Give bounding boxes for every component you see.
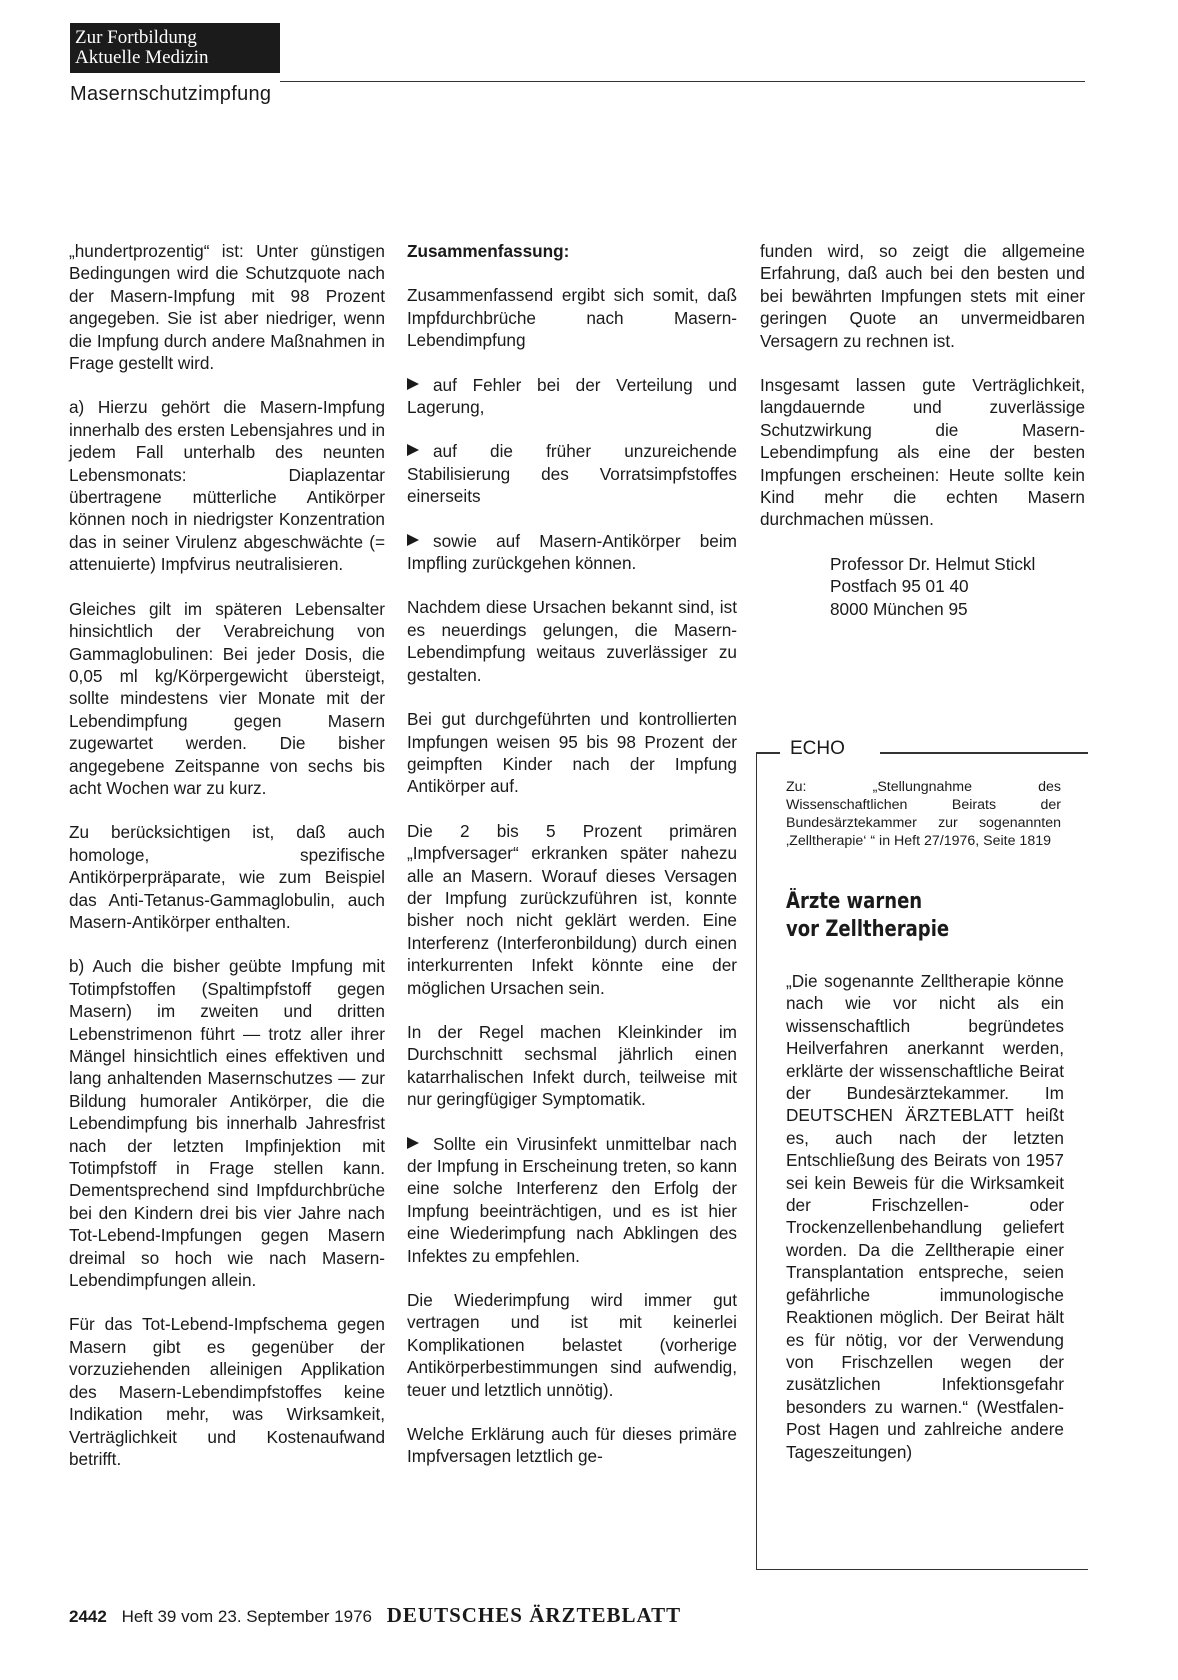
- bullet-text: auf Fehler bei der Verteilung und Lagerung,: [407, 374, 737, 418]
- echo-headline-line-2: vor Zelltherapie: [786, 917, 950, 942]
- author-signature: [830, 553, 1085, 620]
- bullet-text: auf die früher unzureichende Stabilisierung des Vorratsimpfstoffes einerseits: [407, 441, 737, 507]
- journal-name: DEUTSCHES ÄRZTEBLATT: [386, 1603, 682, 1627]
- summary-heading: Zusammenfassung:: [407, 241, 570, 261]
- header-rule: [280, 81, 1085, 82]
- echo-rule-left: [756, 752, 780, 754]
- paragraph: Nachdem diese Ursachen bekannt sind, ist es neuerdings gelungen, die Masern-Lebendimpfung weitaus zuverlässiger zu gestalten.: [407, 597, 737, 685]
- column-3: [760, 240, 1085, 620]
- paragraph: Die Wiederimpfung wird immer gut vertragen und ist mit keinerlei Komplikationen belastet (vorherige Antikörperbestimmungen sind aufwendig, teuer und letztlich unnötig).: [407, 1290, 737, 1400]
- paragraph: Zusammenfassend ergibt sich somit, daß Impfdurchbrüche nach Masern-Lebendimpfung: [407, 285, 737, 351]
- bullet-triangle-icon: [407, 444, 419, 456]
- paragraph: Zu berücksichtigen ist, daß auch homologe, spezifische Antikörperpräparate, wie zum Beispiel das Anti-Tetanus-Gammaglobulin, auch Masern-Antikörper enthalten.: [69, 822, 385, 932]
- echo-headline: [786, 888, 1024, 944]
- paragraph: Bei gut durchgeführten und kontrollierten Impfungen weisen 95 bis 98 Prozent der geimpften Kinder nach der Impfung Antikörper auf.: [407, 709, 737, 797]
- rubric-line-2: Aktuelle Medizin: [75, 47, 209, 68]
- paragraph: Für das Tot-Lebend-Impfschema gegen Masern gibt es gegenüber der vorzuziehenden alleinigen Applikation des Masern-Lebendimpfstoffes keine Indikation mehr, was Wirksamkeit, Verträglichkeit und Kostenaufwand betrifft.: [69, 1314, 385, 1469]
- echo-label: ECHO: [786, 738, 851, 760]
- rubric-box: [70, 23, 280, 73]
- paragraph: „hundertprozentig“ ist: Unter günstigen Bedingungen wird die Schutzquote nach der Masern-Impfung mit 98 Prozent angegeben. Sie ist aber niedriger, wenn die Impfung durch andere Maßnahmen in Frage gestellt wird.: [69, 241, 385, 374]
- paragraph: Insgesamt lassen gute Verträglichkeit, langdauernde und zuverlässige Schutzwirkung die Masern-Lebendimpfung als eine der besten Impfungen erscheinen: Heute sollte kein Kind mehr die echten Masern durchmachen müssen.: [760, 375, 1085, 530]
- bullet-triangle-icon: [407, 378, 419, 390]
- paragraph: Welche Erklärung auch für dieses primäre Impfversagen letztlich ge-: [407, 1424, 737, 1467]
- paragraph: funden wird, so zeigt die allgemeine Erfahrung, daß auch bei den besten und bei bewährten Impfungen stets mit einer geringen Quote an unvermeidbaren Versagern zu rechnen ist.: [760, 241, 1085, 351]
- bullet-triangle-icon: [407, 534, 419, 546]
- echo-rule-right: [880, 752, 1088, 754]
- echo-headline-line-1: Ärzte warnen: [786, 889, 923, 914]
- author-city: 8000 München 95: [830, 598, 968, 619]
- page-number: 2442: [69, 1607, 107, 1626]
- section-title: Masernschutzimpfung: [70, 83, 272, 105]
- paragraph: Gleiches gilt im späteren Lebensalter hinsichtlich der Verabreichung von Gammaglobulinen: Bei jeder Dosis, die 0,05 ml kg/Körpergewicht übersteigt, sollte mindestens vier Monate mit der Lebendimpfung gegen Masern zugewartet werden. Die bisher angegebene Zeitspanne von sechs bis acht Wochen war zu kurz.: [69, 598, 385, 798]
- column-2: [407, 240, 737, 1490]
- bullet-item: [407, 440, 737, 507]
- bullet-text: sowie auf Masern-Antikörper beim Impfling zurückgehen können.: [407, 530, 737, 574]
- bullet-item: [407, 1133, 737, 1267]
- bullet-item: [407, 530, 737, 575]
- issue-info: Heft 39 vom 23. September 1976: [121, 1607, 372, 1626]
- paragraph: Die 2 bis 5 Prozent primären „Impfversager“ erkranken später nahezu alle an Masern. Worauf dieses Versagen der Impfung zurückzuführen ist, konnte bisher noch nicht geklärt werden. Eine Interferenz (Interferonbildung) durch einen interkurrenten Infekt könnte eine der möglichen Ursachen sein.: [407, 820, 737, 998]
- echo-body: „Die sogenannte Zelltherapie könne nach wie vor nicht als ein wissenschaftlich begründetes Heilverfahren anerkannt werden, erklärte der wissenschaftliche Beirat der Bundesärztekammer. Im DEUTSCHEN ÄRZTEBLATT heißt es, auch nach der letzten Entschließung des Beirats von 1957 sei kein Beweis für die Wirksamkeit der Frischzellen- oder Trockenzellenbehandlung geliefert worden. Da die Zelltherapie einer Transplantation entspreche, seien gefährliche immunologische Reaktionen möglich. Der Beirat hält es für nötig, vor der Verwendung von Frischzellen wegen der zusätzlichen Infektionsgefahr besonders zu warnen.“ (Westfalen-Post Hagen und zahlreiche andere Tageszeitungen): [786, 971, 1064, 1462]
- bullet-item: [407, 374, 737, 419]
- page-footer: [69, 1603, 681, 1628]
- author-postfach: Postfach 95 01 40: [830, 576, 969, 597]
- paragraph: a) Hierzu gehört die Masern-Impfung innerhalb des ersten Lebensjahres und in jedem Fall unterhalb des neunten Lebensmonats: Diaplazentar übertragene mütterliche Antikörper können noch in niedrigster Konzentration das in seiner Virulenz abgeschwächte (= attenuierte) Impfvirus neutralisieren.: [69, 397, 385, 575]
- author-name: Professor Dr. Helmut Stickl: [830, 553, 1036, 574]
- echo-reference: Zu: „Stellungnahme des Wissenschaftlichen Beirats der Bundesärztekammer zur sogenannten ‚Zelltherapie‘ “ in Heft 27/1976, Seite 1819: [786, 779, 1061, 849]
- bullet-triangle-icon: [407, 1137, 419, 1149]
- column-1: [69, 240, 385, 1492]
- paragraph: In der Regel machen Kleinkinder im Durchschnitt sechsmal jährlich einen katarrhalischen Infekt durch, teilweise mit nur geringfügiger Symptomatik.: [407, 1021, 737, 1110]
- rubric-line-1: Zur Fortbildung: [75, 27, 197, 48]
- paragraph: b) Auch die bisher geübte Impfung mit Totimpfstoffen (Spaltimpfstoff gegen Masern) im zweiten und dritten Lebenstrimenon führt — trotz aller ihrer Mängel hinsichtlich eines effektiven und lang anhaltenden Masernschutzes — zur Bildung humoraler Antikörper, die die Lebendimpfung bis innerhalb Jahresfrist nach der letzten Impfinjektion mit Totimpfstoff in Frage stellen kann. Dementsprechend sind Impfdurchbrüche bei den Kindern drei bis vier Jahre nach Tot-Lebend-Impfungen gegen Masern dreimal so hoch wie nach Masern-Lebendimpfungen allein.: [69, 956, 385, 1291]
- bullet-text: Sollte ein Virusinfekt unmittelbar nach der Impfung in Erscheinung treten, so kann eine solche Interferenz den Erfolg der Impfung beeinträchtigen, und es ist hier eine Wiederimpfung nach Abklingen des Infektes zu empfehlen.: [407, 1133, 737, 1266]
